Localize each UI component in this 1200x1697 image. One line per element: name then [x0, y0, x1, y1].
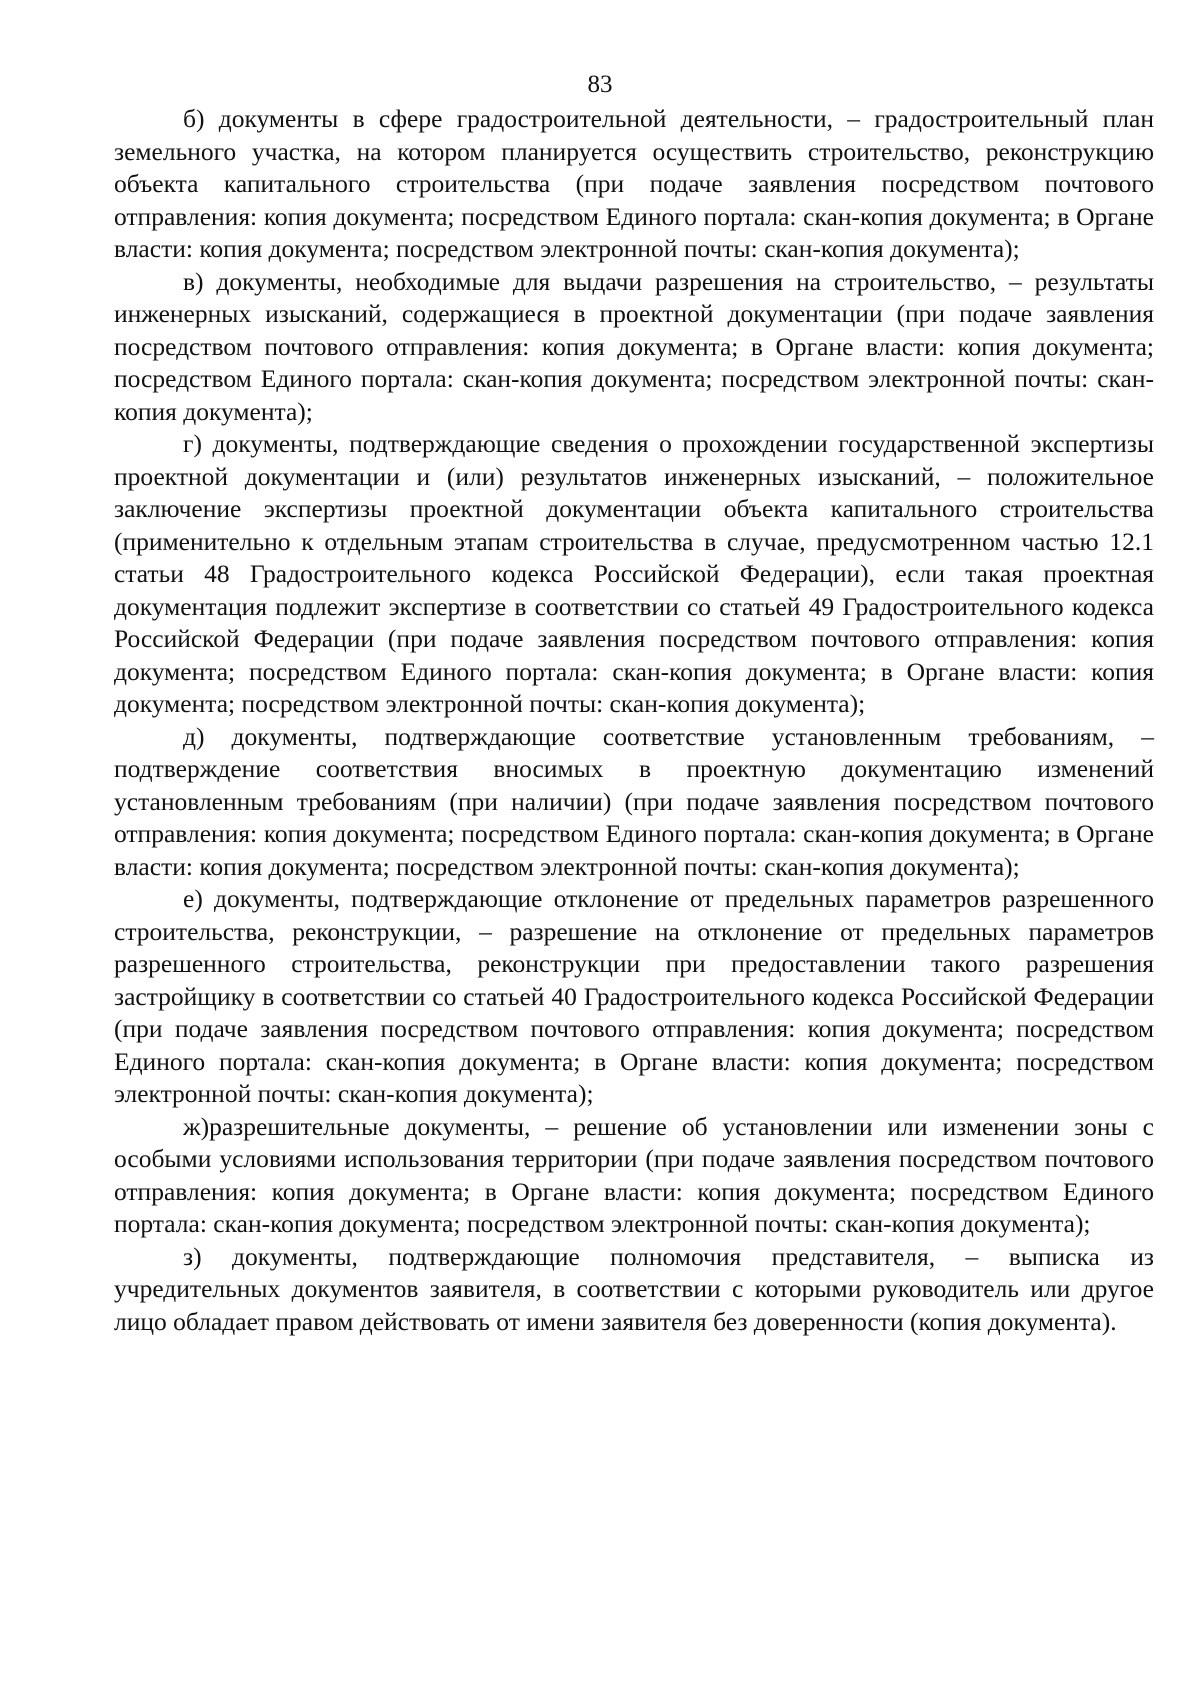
paragraph-d: д) документы, подтверждающие соответствие установленным требованиям, – подтверждение соответствия вносимых в проектную документацию изменений установленным требованиям (при наличии) (при подаче заявления посредством почтового отправления: копия документа; посредством Единого портала: скан-копия документа; в Органе власти: копия документа; посредством электронной почты: скан-копия документа);	[114, 721, 1154, 881]
page-number: 83	[587, 71, 613, 98]
paragraph-v: в) документы, необходимые для выдачи разрешения на строительство, – результаты инженерных изысканий, содержащиеся в проектной документации (при подаче заявления посредством почтового отправления: копия документа; в Органе власти: копия документа; посредством Единого портала: скан-копия документа; посредством электронной почты: скан-копия документа);	[114, 266, 1154, 426]
paragraph-zh: ж)разрешительные документы, – решение об установлении или изменении зоны с особыми условиями использования территории (при подаче заявления посредством почтового отправления: копия документа; в Органе власти: копия документа; посредством Единого портала: скан-копия документа; посредством электронной почты: скан-копия документа);	[114, 1111, 1154, 1238]
body-text	[114, 103, 1154, 1338]
paragraph-b: б) документы в сфере градостроительной деятельности, – градостроительный план земельного участка, на котором планируется осуществить строительство, реконструкцию объекта капитального строительства (при подаче заявления посредством почтового отправления: копия документа; посредством Единого портала: скан-копия документа; в Органе власти: копия документа; посредством электронной почты: скан-копия документа);	[114, 104, 1154, 263]
paragraph-e: е) документы, подтверждающие отклонение от предельных параметров разрешенного строительства, реконструкции, – разрешение на отклонение от предельных параметров разрешенного строительства, реконструкции при предоставлении такого разрешения застройщику в соответствии со статьей 40 Градостроительного кодекса Российской Федерации (при подаче заявления посредством почтового отправления: копия документа; посредством Единого портала: скан-копия документа; в Органе власти: копия документа; посредством электронной почты: скан-копия документа);	[114, 884, 1154, 1108]
paragraph-g: г) документы, подтверждающие сведения о прохождении государственной экспертизы проектной документации и (или) результатов инженерных изысканий, – положительное заключение экспертизы проектной документации объекта капитального строительства (применительно к отдельным этапам строительства в случае, предусмотренном частью 12.1 статьи 48 Градостроительного кодекса Российской Федерации), если такая проектная документация подлежит экспертизе в соответствии со статьей 49 Градостроительного кодекса Российской Федерации (при подаче заявления посредством почтового отправления: копия документа; посредством Единого портала: скан-копия документа; в Органе власти: копия документа; посредством электронной почты: скан-копия документа);	[114, 429, 1154, 718]
paragraph-z: з) документы, подтверждающие полномочия представителя, – выписка из учредительных документов заявителя, в соответствии с которыми руководитель или другое лицо обладает правом действовать от имени заявителя без доверенности (копия документа).	[114, 1241, 1154, 1336]
